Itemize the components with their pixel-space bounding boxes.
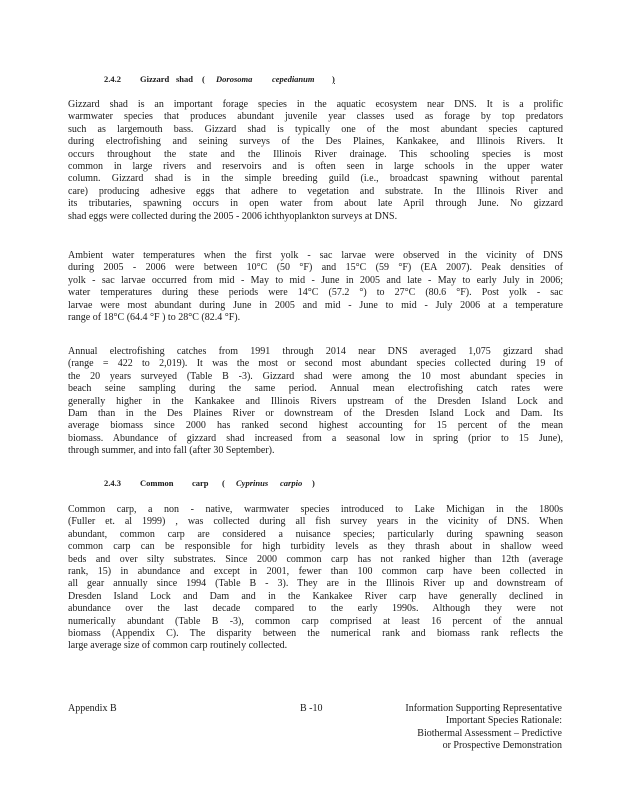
text-line: (Fuller et. al 1999) , was collected during all fish survey years in the vicinity of DNS. When <box>68 516 563 528</box>
footer-title-line: Important Species Rationale: <box>445 715 562 727</box>
text-line: generally higher in the Kankakee and Illinois Rivers upstream of the Dresden Island Lock and <box>68 395 563 407</box>
paragraph-common-carp <box>68 504 563 653</box>
text-line: care) producing adhesive eggs that adhere to vegetation and substrate. In the Illinois River and <box>68 185 563 197</box>
text-line: Annual electrofishing catches from 1991 through 2014 near DNS averaged 1,075 gizzard shad <box>68 346 563 357</box>
text-line: column. Gizzard shad is in the simple breeding guild (i.e., broadcast spawning without parental <box>68 173 563 185</box>
scientific-species: cepedianum <box>272 74 315 84</box>
text-line: Gizzard shad is an important forage species in the aquatic ecosystem near DNS. It is a prolific <box>68 99 563 110</box>
text-line: range of 18°C (64.4 °F ) to 28°C (82.4 °F). <box>68 312 241 324</box>
common-name-first: Common <box>140 478 174 488</box>
text-line: Common carp, a non - native, warmwater species introduced to Lake Michigan in the 1800s <box>68 504 563 515</box>
text-line: Ambient water temperatures when the first yolk - sac larvae were observed in the vicinity of DNS <box>68 250 563 261</box>
close-paren: ) <box>312 478 315 488</box>
text-line: numerically abundant (Table B -3), common carp comprised at least 16 percent of the annual <box>68 615 563 627</box>
scientific-genus: Dorosoma <box>216 74 253 84</box>
text-line: common carp can be responsible for high turbidity levels as they thrash about in shallow weed <box>68 541 563 553</box>
common-name-second: shad <box>176 74 194 84</box>
text-line: all gear annually since 1994 (Table B - 3). They are in the Illinois River up and downstream of <box>68 578 563 590</box>
text-line: its tributaries, spawning occurs in open water from about late April through June. No gizzard <box>68 198 563 210</box>
text-line: occurs throughout the state and the Illinois River drainage. This schooling species is most <box>68 148 563 160</box>
text-line: warmwater species that produces abundant juvenile year classes used as forage by top predators <box>68 111 563 123</box>
text-line: yolk - sac larvae occurred from mid - May to mid - June in 2005 and late - May to early July in 2006; <box>68 274 563 286</box>
text-line: average biomass since 2000 has ranked second highest accounting for 15 percent of the mean <box>68 420 563 432</box>
scientific-species: carpio <box>280 478 303 488</box>
text-line: biomass. Abundance of gizzard shad increased from a seasonal low in spring (prior to 15 June), <box>68 432 563 444</box>
open-paren: ( <box>222 478 225 488</box>
text-line: such as largemouth bass. Gizzard shad is typically one of the most abundant species captured <box>68 123 563 135</box>
text-line: larvae were most abundant during June in 2005 and mid - June to mid - July 2006 at a temperature <box>68 299 563 311</box>
text-line: abundance over the last decade compared to the early 1990s. Although they were not <box>68 603 563 615</box>
common-name-first: Gizzard <box>140 74 170 84</box>
text-line: during electrofishing and seining surveys of the Des Plaines, Kankakee, and Illinois Rivers. It <box>68 136 563 148</box>
section-number: 2.4.2 <box>104 74 121 84</box>
text-line: Dresden Island Lock and Dam and in the Kankakee River carp have generally declined in <box>68 590 563 602</box>
text-line: common in large rivers and reservoirs and is often seen in large schools in the upper water <box>68 161 563 173</box>
close-paren: ) <box>332 74 335 84</box>
footer-title-line: Biothermal Assessment – Predictive <box>417 727 562 739</box>
footer-document-title <box>405 703 562 753</box>
common-name-second: carp <box>192 478 209 488</box>
section-number: 2.4.3 <box>104 478 121 488</box>
footer-page-number: B -10 <box>300 703 323 714</box>
section-heading-gizzard-shad <box>104 74 335 84</box>
text-line: rank, 15) in abundance and except in 2001, fewer than 100 common carp have been collected in <box>68 566 563 578</box>
footer-title-line: Information Supporting Representative <box>405 703 562 714</box>
text-line: during 2005 - 2006 were between 10°C (50 °F) and 15°C (59 °F) (EA 2007). Peak densities of <box>68 262 563 274</box>
text-line: Dam than in the Des Plaines River or downstream of the Dresden Island Lock and Dam. Its <box>68 408 563 420</box>
open-paren: ( <box>202 74 205 84</box>
paragraph-gizzard-shad-overview <box>68 99 563 223</box>
text-line: beach seine sampling during the same period. Annual mean electrofishing catch rates were <box>68 383 563 395</box>
paragraph-water-temperatures <box>68 250 563 324</box>
text-line: large average size of common carp routinely collected. <box>68 640 288 652</box>
text-line: the 20 years surveyed (Table B -3). Gizzard shad were among the 10 most abundant species in <box>68 370 563 382</box>
text-line: shad eggs were collected during the 2005 - 2006 ichthyoplankton surveys at DNS. <box>68 210 398 222</box>
text-line: water temperatures during these periods were 14°C (57.2 °) to 27°C (80.6 °F). Post yolk - sac <box>68 287 563 299</box>
scientific-genus: Cyprinus <box>236 478 269 488</box>
text-line: through summer, and into fall (after 30 September). <box>68 445 275 457</box>
text-line: biomass (Appendix C). The disparity between the numerical rank and biomass rank reflects the <box>68 628 563 640</box>
text-line: abundant, common carp are considered a nuisance species; particularly during spawning season <box>68 528 563 540</box>
text-line: (range = 422 to 2,019). It was the most or second most abundant species collected during 19 of <box>68 358 563 370</box>
text-line: beds and over silty substrates. Since 2000 common carp has not ranked higher than 12th (average <box>68 553 563 565</box>
section-heading-common-carp <box>104 478 315 488</box>
footer-appendix-label: Appendix B <box>68 703 117 714</box>
paragraph-electrofishing-catches <box>68 346 563 458</box>
footer-title-line: or Prospective Demonstration <box>442 740 562 752</box>
